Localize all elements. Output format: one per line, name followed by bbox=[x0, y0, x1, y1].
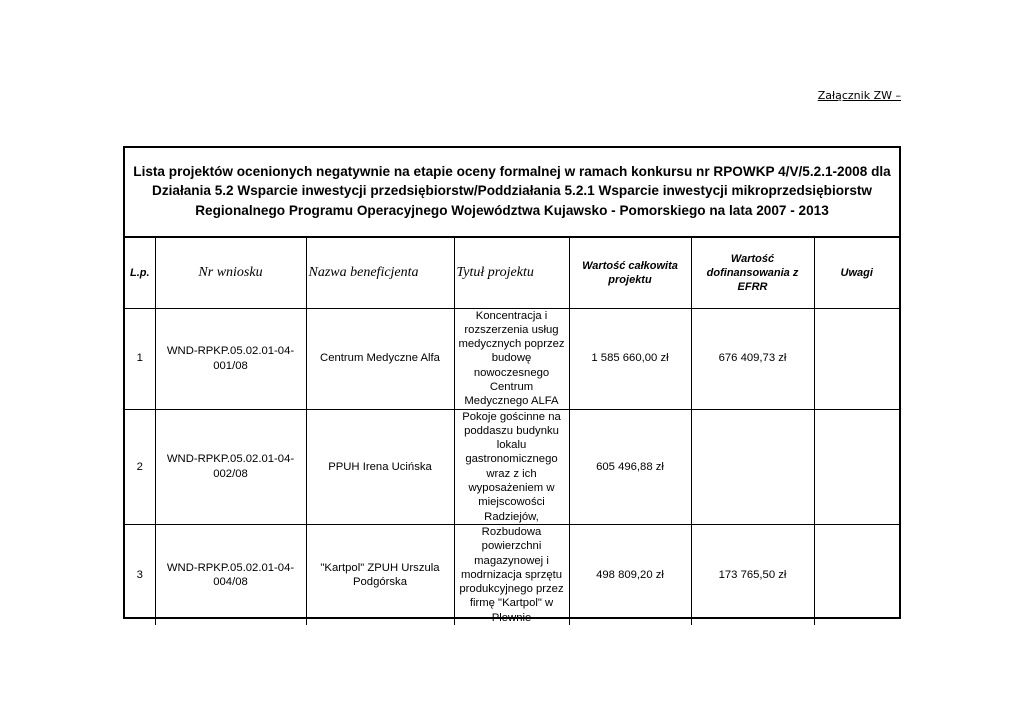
cell-notes bbox=[814, 308, 899, 409]
header-total-value: Wartość całkowita projektu bbox=[569, 238, 691, 308]
cell-total-value: 1 585 660,00 zł bbox=[569, 308, 691, 409]
cell-beneficiary: "Kartpol" ZPUH Urszula Podgórska bbox=[306, 524, 454, 625]
annex-label: Załącznik ZW – bbox=[817, 89, 901, 102]
header-notes: Uwagi bbox=[814, 238, 899, 308]
title-line-3: Regionalnego Programu Operacyjnego Województwa Kujawsko - Pomorskiego na lata 2007 - 2013 bbox=[195, 202, 829, 218]
cell-total-value: 605 496,88 zł bbox=[569, 409, 691, 524]
header-lp: L.p. bbox=[125, 238, 155, 308]
cell-application-number: WND-RPKP.05.02.01-04-002/08 bbox=[155, 409, 306, 524]
cell-lp: 2 bbox=[125, 409, 155, 524]
cell-total-value: 498 809,20 zł bbox=[569, 524, 691, 625]
table-row bbox=[125, 524, 899, 625]
cell-cofinancing bbox=[691, 409, 814, 524]
cell-lp: 1 bbox=[125, 308, 155, 409]
header-cofinancing: Wartość dofinansowania z EFRR bbox=[691, 238, 814, 308]
table-row bbox=[125, 308, 899, 409]
cell-notes bbox=[814, 524, 899, 625]
cell-lp: 3 bbox=[125, 524, 155, 625]
document-frame bbox=[123, 146, 901, 624]
cell-application-number: WND-RPKP.05.02.01-04-004/08 bbox=[155, 524, 306, 625]
title-line-2: Działania 5.2 Wsparcie inwestycji przedsiębiorstw/Poddziałania 5.2.1 Wsparcie inwestycji mikroprzedsiębiorstw bbox=[152, 183, 872, 199]
table-row bbox=[125, 409, 899, 524]
header-beneficiary: Nazwa beneficjenta bbox=[306, 238, 454, 308]
cell-cofinancing: 676 409,73 zł bbox=[691, 308, 814, 409]
cell-project-title: Koncentracja i rozszerzenia usług medycznych poprzez budowę nowoczesnego Centrum Medycznego ALFA bbox=[454, 308, 569, 409]
cell-project-title: Rozbudowa powierzchni magazynowej i modrnizacja sprzętu produkcyjnego przez firmę "Kartpol" w Plewnie bbox=[454, 524, 569, 625]
cell-beneficiary: PPUH Irena Ucińska bbox=[306, 409, 454, 524]
header-application-number: Nr wniosku bbox=[155, 238, 306, 308]
projects-table bbox=[125, 238, 899, 625]
title-line-1: Lista projektów ocenionych negatywnie na etapie oceny formalnej w ramach konkursu nr RPOWKP 4/V/5.2.1-2008 dla bbox=[133, 163, 891, 179]
cell-beneficiary: Centrum Medyczne Alfa bbox=[306, 308, 454, 409]
cell-application-number: WND-RPKP.05.02.01-04-001/08 bbox=[155, 308, 306, 409]
document-title bbox=[125, 148, 899, 238]
table-header-row bbox=[125, 238, 899, 308]
header-project-title: Tytuł projektu bbox=[454, 238, 569, 308]
cell-project-title: Pokoje gościnne na poddaszu budynku lokalu gastronomicznego wraz z ich wyposażeniem w miejscowości Radziejów, bbox=[454, 409, 569, 524]
cell-notes bbox=[814, 409, 899, 524]
cell-cofinancing: 173 765,50 zł bbox=[691, 524, 814, 625]
